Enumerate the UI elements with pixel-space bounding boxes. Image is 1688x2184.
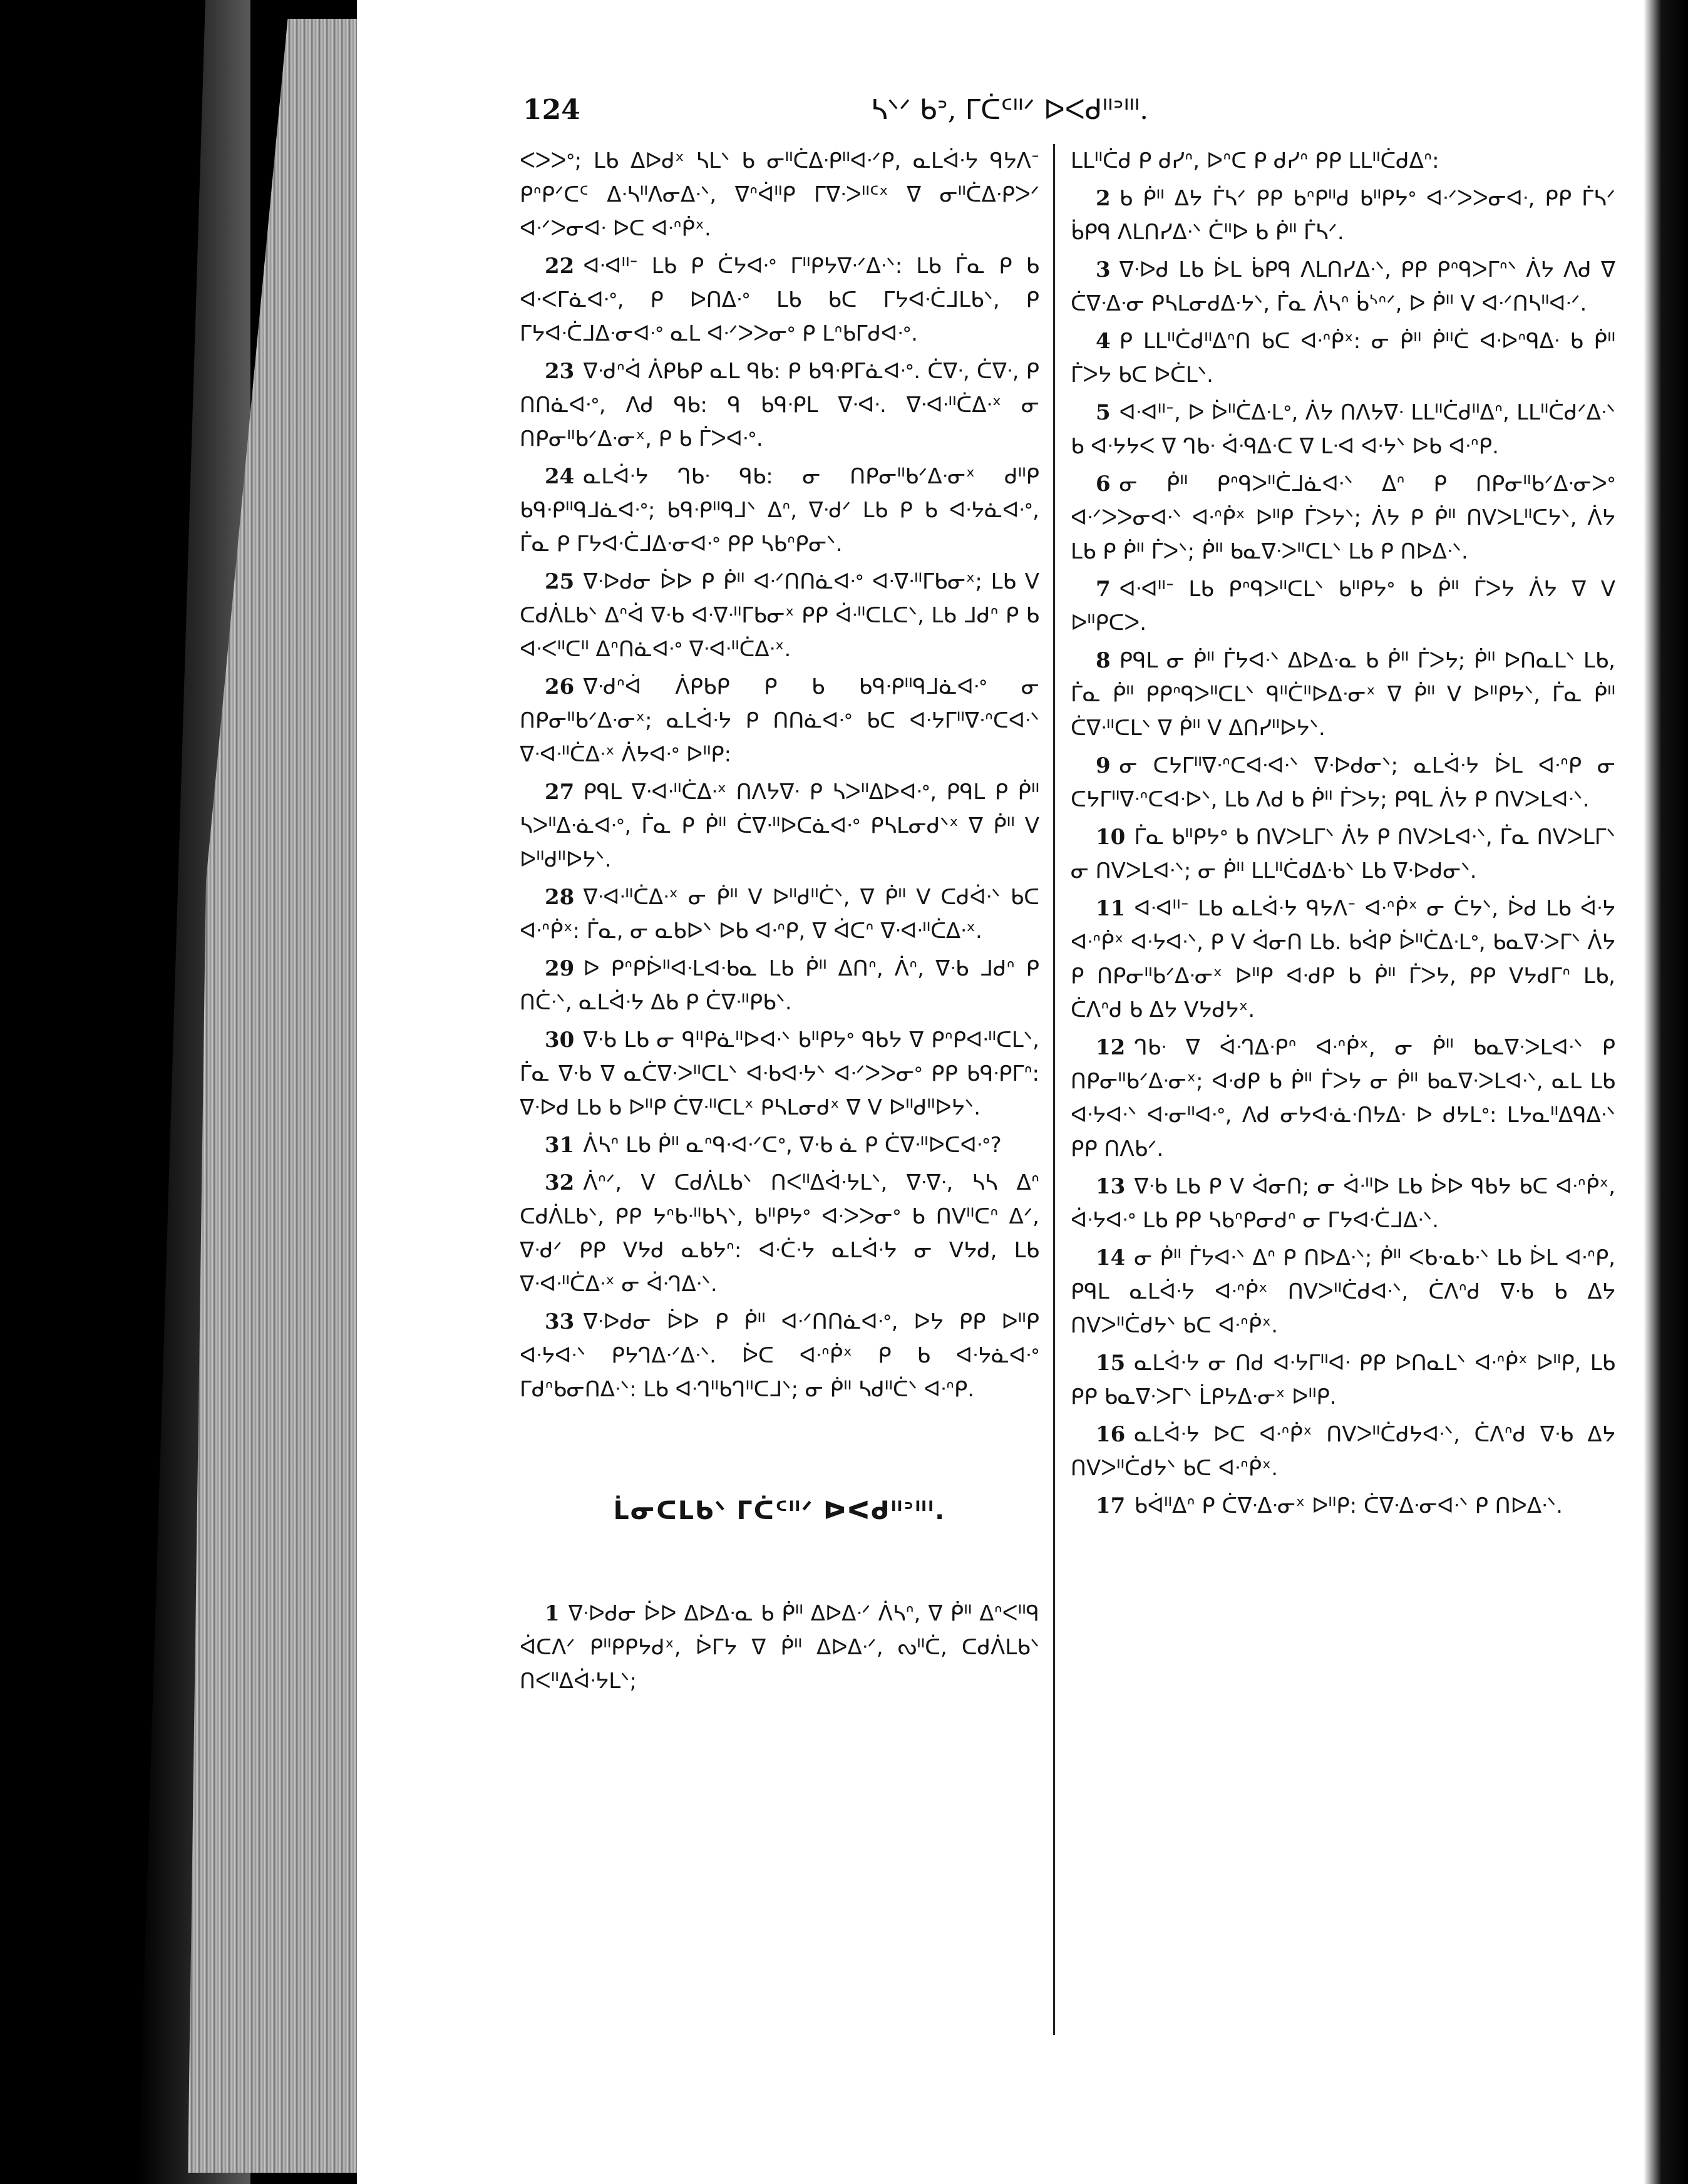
verse-number: 24 — [545, 464, 575, 489]
verse — [1071, 396, 1615, 463]
verse — [1071, 749, 1615, 816]
verse — [520, 952, 1039, 1019]
verse-number: 1 — [545, 1601, 560, 1626]
verse-number: 30 — [545, 1028, 575, 1053]
verse-number: 13 — [1096, 1174, 1126, 1199]
verse — [520, 144, 1039, 245]
verse-number: 15 — [1096, 1351, 1126, 1376]
verse — [1071, 1346, 1615, 1414]
verse-number: 6 — [1096, 471, 1111, 497]
verse-text: ᓂ ᑕᔭᒥᐦᐁᐧᐢᑕᐊᐧᐊᐧᐠ ᐁᐧᐅᑯᓂᐠ; ᓇᒪᐋᐧᔭ ᐆᒪ ᐊᐧᐢᑭ ᓂ ᑕᔭᒥᐦᐁᐧᐢᑕᐊᐧᐅᐠ, ᒪᑲ ᐱᑯ ᑲ ᑮᐦ ᒦᐳᔭ; ᑭᑫᒪ ᐲᔭ ᑭ ᑎᐯᐳᒪᐊᐧᐠ. — [1071, 753, 1615, 812]
verse-number: 14 — [1096, 1245, 1126, 1270]
verse-text: ᒉᑲᐧ ᐁ ᐋᐧᒉᐃᐧᑭᐢ ᐊᐧᐢᑮˣ, ᓂ ᑮᐦ ᑲᓇᐁᐧᐳᒪᐊᐧᐠ ᑭ ᑎᑭᓂᐦᑲᐟᐃᐧᓂˣ; ᐊᐧᑯᑭ ᑲ ᑮᐦ ᒦᐳᔭ ᓂ ᑮᐦ ᑲᓇᐁᐧᐳᒪᐊᐧᐠ, ᓇᒪ ᒪᑲ ᐊᐧᔭᐊᐧᐠ ᐊᐧᓂᐦᐊᐧᐤ, ᐱᑯ ᓂᔭᐊᐧᓈᐧᑎᔭᐃᐧ ᐅ ᑯᔭᒪᐤ: ᒪᔭᓇᐦᐃᑫᐃᐧᐠ ᑭᑭ ᑎᐱᑲᐟ. — [1071, 1035, 1615, 1162]
right-column — [1071, 144, 1615, 1527]
verse-text: ᐁᐧᐅᑯᓂ ᐆᐅ ᑭ ᑮᐦ ᐊᐧᐟᑎᑎᓈᐊᐧᐤ, ᐅᔭ ᑭᑭ ᐅᐦᑭ ᐊᐧᔭᐊᐧᐠ ᑭᔭᒉᐃᐧᐟᐃᐧᐠ. ᐆᑕ ᐊᐧᐢᑮˣ ᑭ ᑲ ᐊᐧᔭᓈᐊᐧᐤ ᒥᑯᐢᑲᓂᑎᐃᐧᐠ: ᒪᑲ ᐊᐧᒉᐦᑲᒉᐦᑕᒧᐠ; ᓂ ᑮᐦ ᓴᑯᐦᑖᐠ ᐊᐧᐢᑭ. — [520, 1309, 1039, 1402]
right-edge-shadow — [1644, 0, 1688, 2184]
verse — [1071, 253, 1615, 321]
verse-text: ᐊᐧᐊᐦᐨ ᒪᑲ ᓇᒪᐋᐧᔭ ᑫᔭᐱᐨ ᐊᐧᐢᑮˣ ᓂ ᑖᔭᐠ, ᐆᑯ ᒪᑲ ᐋᐧᔭ ᐊᐧᐢᑮˣ ᐊᐧᔭᐊᐧᐠ, ᑭ ᐯ ᐋᓂᑎ ᒪᑲ. ᑲᐋᑭ ᐆᐦᑖᐃᐧᒪᐤ, ᑲᓇᐁᐧᐳᒥᐠ ᐲᔭ ᑭ ᑎᑭᓂᐦᑲᐟᐃᐧᓂˣ ᐅᐦᑭ ᐊᐧᑯᑭ ᑲ ᑮᐦ ᒦᐳᔭ, ᑭᑭ ᐯᔭᑯᒥᐢ ᒪᑲ, ᑖᐱᐢᑯ ᑲ ᐃᔭ ᐯᔭᑯᔭˣ. — [1071, 896, 1615, 1022]
verse — [520, 775, 1039, 877]
section-title: ᒫᓂᑕᒪᑲᐠ ᒥᑖᑦᐦᐟ ᐅᐸᑯᐦᐣᐦᑊ. — [613, 1496, 946, 1525]
verse — [1071, 1031, 1615, 1166]
page-number: 124 — [523, 94, 580, 126]
verse — [520, 1305, 1039, 1406]
verse-number: 10 — [1096, 825, 1126, 850]
verse-number: 17 — [1096, 1493, 1126, 1518]
verse-text: ᐲᐢᐟ, ᐯ ᑕᑯᐲᒪᑲᐠ ᑎᐸᐦᐃᐋᐧᔭᒪᐠ, ᐁᐧᐁᐧ, ᓴᓴ ᐃᐢ ᑕᑯᐲᒪᑲᐠ, ᑭᑭ ᔭᐢᑲᐧᐦᑲᓴᐠ, ᑲᐦᑭᔭᐤ ᐊᐧᐳᐳᓂᐤ ᑲ ᑎᐯᐦᑕᐢ ᐃᐟ, ᐁᐧᑯᐟ ᑭᑭ ᐯᔭᑯ ᓇᑲᔭᐢ: ᐊᐧᑖᐧᔭ ᓇᒪᐋᐧᔭ ᓂ ᐯᔭᑯ, ᒪᑲ ᐁᐧᐊᐧᐦᑖᐃᐧˣ ᓂ ᐋᐧᒉᐃᐧᐠ. — [520, 1170, 1039, 1297]
verse — [520, 460, 1039, 561]
verse-text: ᑲ ᑮᐦ ᐃᔭ ᒦᓴᐟ ᑭᑭ ᑲᐢᑭᐦᑯ ᑲᐦᑭᔭᐤ ᐊᐧᐟᐳᐳᓂᐊᐧ, ᑭᑭ ᒦᓴᐟ ᑳᑭᑫ ᐱᒪᑎᓯᐃᐧᐠ ᑖᐦᐅ ᑲ ᑮᐦ ᒦᓴᐟ. — [1071, 186, 1615, 245]
verse-text: ᐸᐳᐳᐤ; ᒪᑲ ᐃᐅᑯˣ ᓴᒪᐠ ᑲ ᓂᐦᑖᐃᐧᑭᐦᐊᐧᐟᑭ, ᓇᒪᐋᐧᔭ ᑫᔭᐱᐨ ᑭᐢᑭᐟᑕᑦ ᐃᐧᓴᐦᐱᓂᐃᐧᐠ, ᐁᐢᐋᐦᑭ ᒥᐁᐧᐳᐦᑦˣ ᐁ ᓂᐦᑖᐃᐧᑭᐳᐟ ᐊᐧᐟᐳᓂᐊᐧ ᐅᑕ ᐊᐧᐢᑮˣ. — [520, 148, 1039, 241]
column-divider — [1053, 144, 1055, 2035]
verse-text: ᐅ ᑭᐢᑭᐆᐦᐊᐧᒪᐊᐧᑲᓇ ᒪᑲ ᑮᐦ ᐃᑎᐢ, ᐲᐢ, ᐁᐧᑲ ᒧᑯᐢ ᑭ ᑎᑖᐧᐠ, ᓇᒪᐋᐧᔭ ᐃᑲ ᑭ ᑖᐁᐧᐦᑭᑲᐠ. — [520, 956, 1039, 1015]
running-head — [523, 94, 1496, 138]
running-title: ᓴᐠᐟ ᑲᐣ, ᒥᑖᑦᐦᐟ ᐅᐸᑯᐦᐣᐦᑊ. — [870, 94, 1149, 126]
verse-number: 26 — [545, 674, 575, 699]
verse — [1071, 892, 1615, 1027]
verse-number: 7 — [1096, 577, 1111, 602]
verse-text: ᑭ ᒪᒪᐦᑖᑯᐦᐃᐢᑎ ᑲᑕ ᐊᐧᐢᑮˣ: ᓂ ᑮᐦ ᑮᐦᑖ ᐊᐧᐅᐢᑫᐃᐧ ᑲ ᑮᐦ ᒦᐳᔭ ᑲᑕ ᐅᑖᒪᐠ. — [1071, 329, 1615, 388]
verse — [1071, 572, 1615, 640]
verse — [1071, 1241, 1615, 1342]
left-column — [520, 144, 1039, 1702]
verse-text: ᐁᐧᐅᑯ ᒪᑲ ᐆᒪ ᑳᑭᑫ ᐱᒪᑎᓯᐃᐧᐠ, ᑭᑭ ᑭᐢᑫᐳᒥᐢᐠ ᐲᔭ ᐱᑯ ᐁ ᑖᐁᐧᐃᐧᓂ ᑭᓴᒪᓂᑯᐃᐧᔭᐠ, ᒦᓇ ᐲᓴᐢ ᑳᔅᐢᐟ, ᐅ ᑮᐦ ᐯ ᐊᐧᐟᑎᓴᐦᐊᐧᐟ. — [1071, 257, 1615, 316]
verse-text: ᓇᒪᐋᐧᔭ ᓂ ᑎᑯ ᐊᐧᔭᒥᐦᐊᐧ ᑭᑭ ᐅᑎᓇᒪᐠ ᐊᐧᐢᑮˣ ᐅᐦᑭ, ᒪᑲ ᑭᑭ ᑲᓇᐁᐧᐳᒥᐠ ᒫᑭᔭᐃᐧᓂˣ ᐅᐦᑭ. — [1071, 1351, 1615, 1409]
verse-text: ᒪᒪᐦᑖᑯ ᑭ ᑯᓯᐢ, ᐅᐢᑕ ᑭ ᑯᓯᐢ ᑭᑭ ᒪᒪᐦᑖᑯᐃᐢ: — [1071, 148, 1439, 173]
verse-number: 11 — [1096, 896, 1126, 921]
verse — [1071, 644, 1615, 745]
verse-number: 2 — [1096, 186, 1111, 211]
verse-number: 31 — [545, 1133, 575, 1158]
verse — [1071, 1418, 1615, 1485]
verse-text: ᑭᑫᒪ ᐁᐧᐊᐧᐦᑖᐃᐧˣ ᑎᐱᔭᐁᐧ ᑭ ᓴᐳᐦᐃᐅᐊᐧᐤ, ᑭᑫᒪ ᑭ ᑮᐦ ᓴᐳᐦᐃᐧᓈᐊᐧᐤ, ᒦᓇ ᑭ ᑮᐦ ᑖᐁᐧᐦᐅᑕᓈᐊᐧᐤ ᑭᓴᒪᓂᑯᐠˣ ᐁ ᑮᐦ ᐯ ᐅᐦᑯᐦᐅᔭᐠ. — [520, 780, 1039, 872]
verse-text: ᐲᓴᐢ ᒪᑲ ᑮᐦ ᓇᐢᑫᐧᐊᐧᐟᑕᐤ, ᐁᐧᑲ ᓈ ᑭ ᑖᐁᐧᐦᐅᑕᐊᐧᐤ? — [583, 1133, 1002, 1158]
verse-text: ᓂ ᑮᐦ ᒦᔭᐊᐧᐠ ᐃᐢ ᑭ ᑎᐅᐃᐧᐠ; ᑮᐦ ᐸᑲᐧᓇᑲᐧᐠ ᒪᑲ ᐆᒪ ᐊᐧᐢᑭ, ᑭᑫᒪ ᓇᒪᐋᐧᔭ ᐊᐧᐢᑮˣ ᑎᐯᐳᐦᑖᑯᐊᐧᐠ, ᑖᐱᐢᑯ ᐁᐧᑲ ᑲ ᐃᔭ ᑎᐯᐳᐦᑖᑯᔭᐠ ᑲᑕ ᐊᐧᐢᑮˣ. — [1071, 1245, 1615, 1338]
verse-text: ᐁᐧᑲ ᒪᑲ ᑭ ᐯ ᐋᓂᑎ; ᓂ ᐋᐧᐦᐅ ᒪᑲ ᐆᐅ ᑫᑲᔭ ᑲᑕ ᐊᐧᐢᑮˣ, ᐋᐧᔭᐊᐧᐤ ᒪᑲ ᑭᑭ ᓴᑲᐢᑭᓂᑯᐢ ᓂ ᒥᔭᐊᐧᑖᒧᐃᐧᐠ. — [1071, 1174, 1615, 1233]
book-page — [357, 0, 1647, 2184]
verse — [1071, 467, 1615, 569]
verse-text: ᐊᐧᐊᐦᐨ ᒪᑲ ᑭ ᑖᔭᐊᐧᐤ ᒥᐦᑭᔭᐁᐧᐟᐃᐧᐠ: ᒪᑲ ᒦᓇ ᑭ ᑲ ᐊᐧᐸᒥᓈᐊᐧᐤ, ᑭ ᐅᑎᐃᐧᐤ ᒪᑲ ᑲᑕ ᒥᔭᐊᐧᑖᒧᒪᑲᐠ, ᑭ ᒥᔭᐊᐧᑖᒧᐃᐧᓂᐊᐧᐤ ᓇᒪ ᐊᐧᐟᐳᐳᓂᐤ ᑭ ᒪᐢᑲᒥᑯᐊᐧᐤ. — [520, 254, 1039, 346]
verse-number: 12 — [1096, 1035, 1126, 1060]
verse-number: 16 — [1096, 1422, 1126, 1447]
page-margin-right — [1635, 0, 1644, 2184]
verse-number: 29 — [545, 956, 575, 981]
verse-text: ᒦᓇ ᑲᐦᑭᔭᐤ ᑲ ᑎᐯᐳᒪᒥᐠ ᐲᔭ ᑭ ᑎᐯᐳᒪᐊᐧᐠ, ᒦᓇ ᑎᐯᐳᒪᒥᐠ ᓂ ᑎᐯᐳᒪᐊᐧᐠ; ᓂ ᑮᐦ ᒪᒪᐦᑖᑯᐃᐧᑲᐠ ᒪᑲ ᐁᐧᐅᑯᓂᐠ. — [1071, 825, 1615, 883]
verse — [520, 1597, 1039, 1698]
verse — [1071, 324, 1615, 392]
verse-number: 22 — [545, 254, 575, 279]
verse-text: ᐊᐧᐊᐦᐨ, ᐅ ᐆᐦᑖᐃᐧᒪᐤ, ᐲᔭ ᑎᐱᔭᐁᐧ ᒪᒪᐦᑖᑯᐦᐃᐢ, ᒪᒪᐦᑖᑯᐟᐃᐧᐠ ᑲ ᐊᐧᔭᔭᐸ ᐁ ᒉᑲᐧ ᐋᐧᑫᐃᐧᑕ ᐁ ᒪᐧᐊ ᐊᐧᔭᐠ ᐅᑲ ᐊᐧᐢᑭ. — [1071, 400, 1615, 459]
verse — [1071, 1170, 1615, 1237]
verse — [520, 354, 1039, 456]
verse-number: 25 — [545, 569, 575, 594]
verse — [1071, 1489, 1615, 1523]
verse-text: ᐁᐧᐅᑯᓂ ᐆᐅ ᐃᐅᐃᐧᓇ ᑲ ᑮᐦ ᐃᐅᐃᐧᐟ ᐲᓴᐢ, ᐁ ᑮᐦ ᐃᐢᐸᐦᑫ ᐋᑕᐱᐟ ᑭᐦᑭᑭᔭᑯˣ, ᐆᒥᔭ ᐁ ᑮᐦ ᐃᐅᐃᐧᐟ, ᔓᐦᑖ, ᑕᑯᐲᒪᑲᐠ ᑎᐸᐦᐃᐋᐧᔭᒪᐠ; — [520, 1601, 1039, 1694]
verse-text: ᑲᐋᐦᐃᐢ ᑭ ᑖᐁᐧᐃᐧᓂˣ ᐅᐦᑭ: ᑖᐁᐧᐃᐧᓂᐊᐧᐠ ᑭ ᑎᐅᐃᐧᐠ. — [1134, 1493, 1563, 1518]
verse-text: ᐁᐧᑯᐢᐋ ᐲᑭᑲᑭ ᓇᒪ ᑫᑲ: ᑭ ᑲᑫᐧᑭᒥᓈᐊᐧᐤ. ᑖᐁᐧ, ᑖᐁᐧ, ᑭ ᑎᑎᓈᐊᐧᐤ, ᐱᑯ ᑫᑲ: ᑫ ᑲᑫᐧᑭᒪ ᐁᐧᐊᐧ. ᐁᐧᐊᐧᐦᑖᐃᐧˣ ᓂ ᑎᑭᓂᐦᑲᐟᐃᐧᓂˣ, ᑭ ᑲ ᒦᐳᐊᐧᐤ. — [520, 359, 1039, 451]
verse-number: 28 — [545, 885, 575, 910]
verse-number: 27 — [545, 780, 575, 805]
verse — [520, 1023, 1039, 1125]
verse-number: 33 — [545, 1309, 575, 1334]
verse — [520, 1128, 1039, 1162]
verse-number: 5 — [1096, 400, 1111, 425]
verse-text: ᓇᒪᐋᐧᔭ ᒉᑲᐧ ᑫᑲ: ᓂ ᑎᑭᓂᐦᑲᐟᐃᐧᓂˣ ᑯᐦᑭ ᑲᑫᐧᑭᐦᑫᒧᓈᐊᐧᐤ; ᑲᑫᐧᑭᐦᑫᒧᐠ ᐃᐢ, ᐁᐧᑯᐟ ᒪᑲ ᑭ ᑲ ᐊᐧᔭᓈᐊᐧᐤ, ᒦᓇ ᑭ ᒥᔭᐊᐧᑖᒧᐃᐧᓂᐊᐧᐤ ᑭᑭ ᓴᑲᐢᑭᓂᐠ. — [520, 464, 1039, 557]
verse — [1071, 820, 1615, 888]
verse-text: ᓇᒪᐋᐧᔭ ᐅᑕ ᐊᐧᐢᑮˣ ᑎᐯᐳᐦᑖᑯᔭᐊᐧᐠ, ᑖᐱᐢᑯ ᐁᐧᑲ ᐃᔭ ᑎᐯᐳᐦᑖᑯᔭᐠ ᑲᑕ ᐊᐧᐢᑮˣ. — [1071, 1422, 1615, 1481]
verse-text: ᐁᐧᐊᐧᐦᑖᐃᐧˣ ᓂ ᑮᐦ ᐯ ᐅᐦᑯᐦᑖᐠ, ᐁ ᑮᐦ ᐯ ᑕᑯᐋᐧᐠ ᑲᑕ ᐊᐧᐢᑮˣ: ᒦᓇ, ᓂ ᓇᑲᐅᐠ ᐅᑲ ᐊᐧᐢᑭ, ᐁ ᐋᑕᐢ ᐁᐧᐊᐧᐦᑖᐃᐧˣ. — [520, 885, 1039, 944]
verse — [520, 880, 1039, 948]
verse — [520, 249, 1039, 351]
verse-text: ᐁᐧᐅᑯᓂ ᐆᐅ ᑭ ᑮᐦ ᐊᐧᐟᑎᑎᓈᐊᐧᐤ ᐊᐧᐁᐧᐦᒥᑲᓂˣ; ᒪᑲ ᐯ ᑕᑯᐲᒪᑲᐠ ᐃᐢᐋ ᐁᐧᑲ ᐊᐧᐁᐧᐦᒥᑲᓂˣ ᑭᑭ ᐋᐧᐦᑕᒪᑕᐠ, ᒪᑲ ᒧᑯᐢ ᑭ ᑲ ᐊᐧᐸᐦᑕᐦ ᐃᐢᑎᓈᐊᐧᐤ ᐁᐧᐊᐧᐦᑖᐃᐧˣ. — [520, 569, 1039, 662]
verse — [520, 670, 1039, 771]
verse — [1071, 182, 1615, 249]
verse-text: ᑭᑫᒪ ᓂ ᑮᐦ ᒦᔭᐊᐧᐠ ᐃᐅᐃᐧᓇ ᑲ ᑮᐦ ᒦᐳᔭ; ᑮᐦ ᐅᑎᓇᒪᐠ ᒪᑲ, ᒦᓇ ᑮᐦ ᑭᑭᐢᑫᐳᐦᑕᒪᐠ ᑫᐦᑖᐦᐅᐃᐧᓂˣ ᐁ ᑮᐦ ᐯ ᐅᐦᑭᔭᐠ, ᒦᓇ ᑮᐦ ᑖᐁᐧᐦᑕᒪᐠ ᐁ ᑮᐦ ᐯ ᐃᑎᓯᐦᐅᔭᐠ. — [1071, 648, 1615, 741]
verse-text: ᐁᐧᑲ ᒪᑲ ᓂ ᑫᐦᑭᓈᐦᐅᐊᐧᐠ ᑲᐦᑭᔭᐤ ᑫᑲᔭ ᐁ ᑭᐢᑭᐊᐧᐦᑕᒪᐠ, ᒦᓇ ᐁᐧᑲ ᐁ ᓇᑖᐁᐧᐳᐦᑕᒪᐠ ᐊᐧᑲᐊᐧᔭᐠ ᐊᐧᐟᐳᐳᓂᐤ ᑭᑭ ᑲᑫᐧᑭᒥᐢ: ᐁᐧᐅᑯ ᒪᑲ ᑲ ᐅᐦᑭ ᑖᐁᐧᐦᑕᒪˣ ᑭᓴᒪᓂᑯˣ ᐁ ᐯ ᐅᐦᑯᐦᐅᔭᐠ. — [520, 1028, 1039, 1120]
verse-number: 9 — [1096, 753, 1111, 778]
verse-text: ᐁᐧᑯᐢᐋ ᐲᑭᑲᑭ ᑭ ᑲ ᑲᑫᐧᑭᐦᑫᒧᓈᐊᐧᐤ ᓂ ᑎᑭᓂᐦᑲᐟᐃᐧᓂˣ; ᓇᒪᐋᐧᔭ ᑭ ᑎᑎᓈᐊᐧᐤ ᑲᑕ ᐊᐧᔭᒥᐦᐁᐧᐢᑕᐊᐧᐠ ᐁᐧᐊᐧᐦᑖᐃᐧˣ ᐲᔭᐊᐧᐤ ᐅᐦᑭ: — [520, 674, 1039, 767]
verse-number: 8 — [1096, 648, 1111, 673]
verse-text: ᓂ ᑮᐦ ᑭᐢᑫᐳᐦᑖᒧᓈᐊᐧᐠ ᐃᐢ ᑭ ᑎᑭᓂᐦᑲᐟᐃᐧᓂᐳᐤ ᐊᐧᐟᐳᐳᓂᐊᐧᐠ ᐊᐧᐢᑮˣ ᐅᐦᑭ ᒦᐳᔭᐠ; ᐲᔭ ᑭ ᑮᐦ ᑎᐯᐳᒪᐦᑕᔭᐠ, ᐲᔭ ᒪᑲ ᑭ ᑮᐦ ᒦᐳᐠ; ᑮᐦ ᑲᓇᐁᐧᐳᐦᑕᒪᐠ ᒪᑲ ᑭ ᑎᐅᐃᐧᐠ. — [1071, 471, 1615, 564]
verse — [520, 565, 1039, 666]
verse-text: ᐊᐧᐊᐦᐨ ᒪᑲ ᑭᐢᑫᐳᐦᑕᒪᐠ ᑲᐦᑭᔭᐤ ᑲ ᑮᐦ ᒦᐳᔭ ᐲᔭ ᐁ ᐯ ᐅᐦᑭᑕᐳ. — [1071, 577, 1615, 636]
right-verses — [1071, 144, 1615, 1523]
verse — [520, 1166, 1039, 1301]
left-verses-after — [520, 1597, 1039, 1698]
verse — [1071, 144, 1615, 178]
verse-number: 23 — [545, 359, 575, 384]
left-verses — [520, 144, 1039, 1406]
verse-number: 4 — [1096, 329, 1111, 354]
verse-number: 32 — [545, 1170, 575, 1195]
verse-number: 3 — [1096, 257, 1111, 282]
